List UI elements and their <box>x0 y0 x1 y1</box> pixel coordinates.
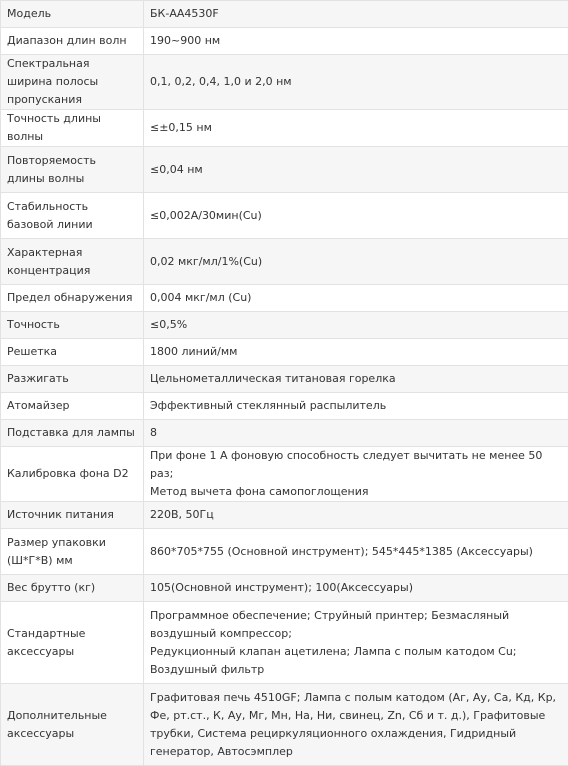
table-row <box>1 55 568 110</box>
table-row <box>1 110 568 147</box>
spec-value: Редукционный клапан ацетилена; Лампа с полым катодом Cu; Воздушный фильтр <box>150 643 562 679</box>
spec-value-cell <box>144 447 568 502</box>
spec-value-cell <box>144 110 568 147</box>
spec-value: 190~900 нм <box>150 32 562 50</box>
spec-value: 8 <box>150 424 562 442</box>
spec-value: Метод вычета фона самопоглощения <box>150 483 562 501</box>
spec-value-cell <box>144 312 568 339</box>
spec-value: 0,004 мкг/мл (Cu) <box>150 289 562 307</box>
spec-label: Подставка для лампы <box>1 420 144 447</box>
spec-value-cell <box>144 602 568 684</box>
spec-label: Спектральная ширина полосы пропускания <box>1 55 144 110</box>
table-row <box>1 420 568 447</box>
spec-value-cell <box>144 684 568 766</box>
spec-value-cell <box>144 575 568 602</box>
spec-value-cell <box>144 420 568 447</box>
table-row <box>1 1 568 28</box>
spec-value: При фоне 1 А фоновую способность следует вычитать не менее 50 раз; <box>150 447 562 483</box>
table-row <box>1 312 568 339</box>
spec-value: Эффективный стеклянный распылитель <box>150 397 562 415</box>
spec-label: Дополнительные аксессуары <box>1 684 144 766</box>
spec-value: ≤0,002A/30мин(Cu) <box>150 207 562 225</box>
table-row <box>1 602 568 684</box>
spec-value: 1800 линий/мм <box>150 343 562 361</box>
spec-value: ≤0,5% <box>150 316 562 334</box>
table-row <box>1 193 568 239</box>
spec-value-cell <box>144 147 568 193</box>
spec-value-cell <box>144 28 568 55</box>
spec-value: 220В, 50Гц <box>150 506 562 524</box>
spec-value: ≤±0,15 нм <box>150 119 562 137</box>
spec-value-cell <box>144 502 568 529</box>
table-row <box>1 366 568 393</box>
table-row <box>1 28 568 55</box>
table-row <box>1 285 568 312</box>
spec-value: БК-АА4530F <box>150 5 562 23</box>
table-row <box>1 147 568 193</box>
table-row <box>1 393 568 420</box>
spec-label: Калибровка фона D2 <box>1 447 144 502</box>
spec-label: Решетка <box>1 339 144 366</box>
spec-label: Вес брутто (кг) <box>1 575 144 602</box>
spec-value-cell <box>144 285 568 312</box>
table-row <box>1 447 568 502</box>
spec-value: 0,1, 0,2, 0,4, 1,0 и 2,0 нм <box>150 73 562 91</box>
spec-value-cell <box>144 529 568 575</box>
spec-label: Модель <box>1 1 144 28</box>
spec-value-cell <box>144 339 568 366</box>
table-row <box>1 529 568 575</box>
spec-label: Стандартные аксессуары <box>1 602 144 684</box>
spec-value-cell <box>144 193 568 239</box>
spec-label: Предел обнаружения <box>1 285 144 312</box>
spec-value-cell <box>144 55 568 110</box>
spec-label: Диапазон длин волн <box>1 28 144 55</box>
table-row <box>1 502 568 529</box>
spec-value-cell <box>144 393 568 420</box>
spec-label: Разжигать <box>1 366 144 393</box>
spec-label: Точность <box>1 312 144 339</box>
spec-label: Точность длины волны <box>1 110 144 147</box>
spec-value: Программное обеспечение; Струйный принтер; Безмасляный воздушный компрессор; <box>150 607 562 643</box>
spec-value-cell <box>144 1 568 28</box>
spec-label: Характерная концентрация <box>1 239 144 285</box>
spec-value: Цельнометаллическая титановая горелка <box>150 370 562 388</box>
spec-value: 105(Основной инструмент); 100(Аксессуары) <box>150 579 562 597</box>
table-row <box>1 684 568 766</box>
spec-value: 860*705*755 (Основной инструмент); 545*445*1385 (Аксессуары) <box>150 543 562 561</box>
spec-value: Графитовая печь 4510GF; Лампа с полым катодом (Аг, Ау, Са, Кд, Кр, Фе, рт.ст., К, Ау, Мг, Мн, На, Ни, свинец, Zn, Сб и т. д.), Графитовые трубки, Система рециркуляционного охлаждения, Гидридный генератор, Автосэмплер <box>150 689 562 761</box>
spec-value-cell <box>144 366 568 393</box>
spec-value: ≤0,04 нм <box>150 161 562 179</box>
table-row <box>1 575 568 602</box>
spec-label: Стабильность базовой линии <box>1 193 144 239</box>
spec-value: 0,02 мкг/мл/1%(Cu) <box>150 253 562 271</box>
table-row <box>1 339 568 366</box>
spec-label: Повторяемость длины волны <box>1 147 144 193</box>
spec-table-body <box>1 1 568 766</box>
spec-label: Источник питания <box>1 502 144 529</box>
table-row <box>1 239 568 285</box>
spec-label: Атомайзер <box>1 393 144 420</box>
spec-value-cell <box>144 239 568 285</box>
spec-label: Размер упаковки (Ш*Г*В) мм <box>1 529 144 575</box>
